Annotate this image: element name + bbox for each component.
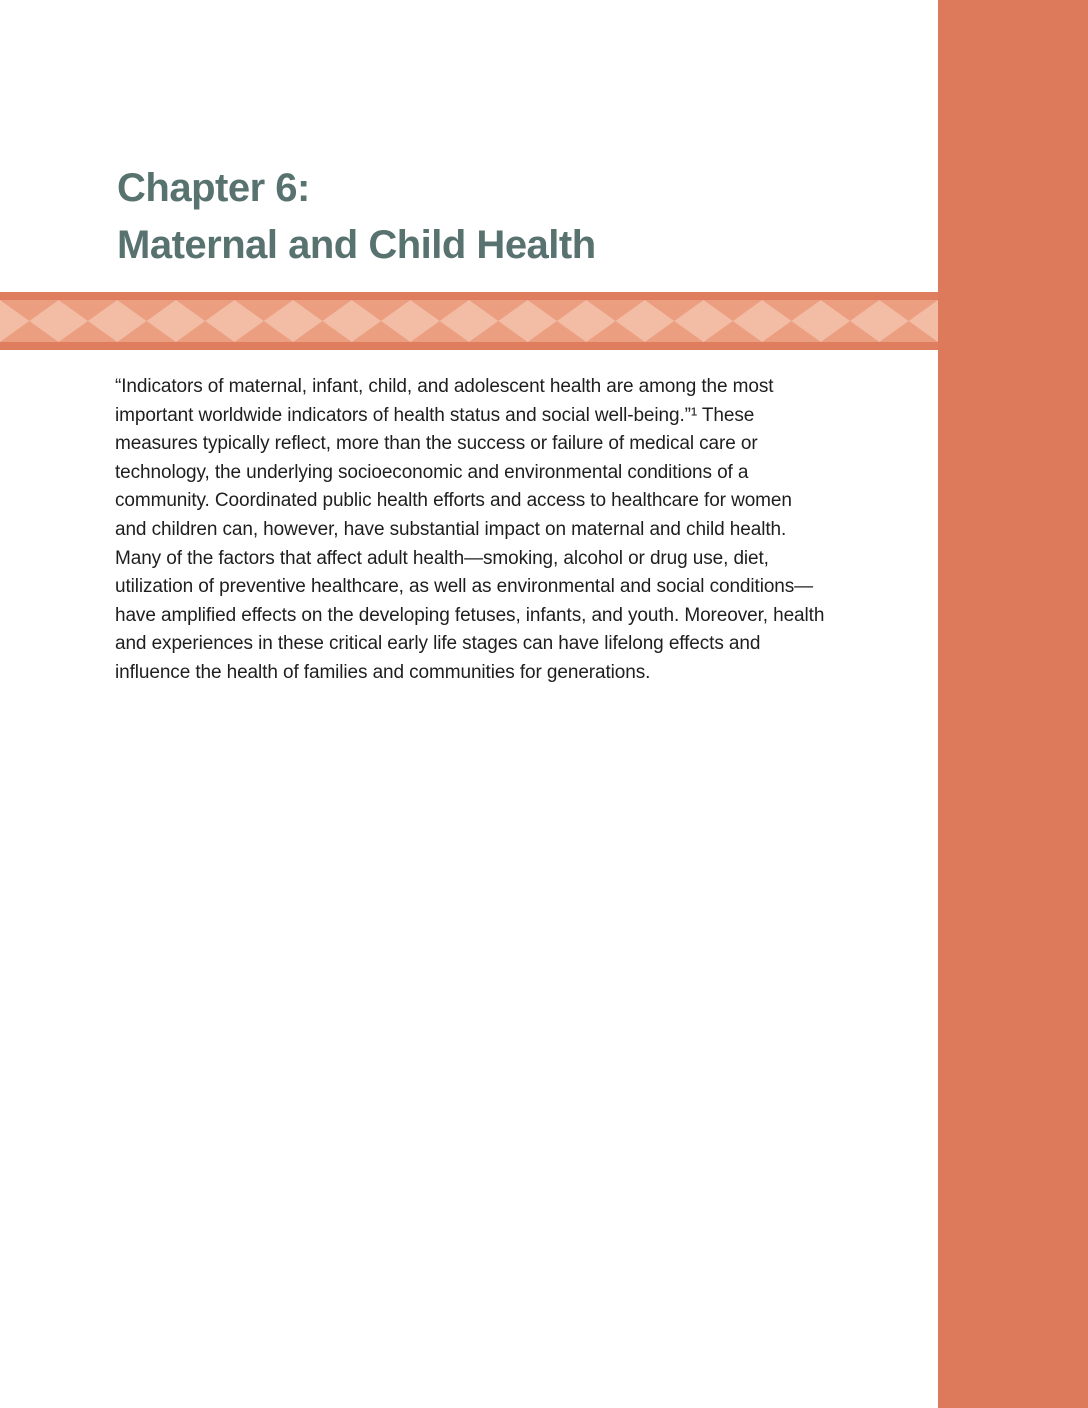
- body-line: technology, the underlying socioeconomic and environmental conditions of a: [115, 461, 749, 483]
- band-top-rule: [0, 292, 938, 300]
- bowtie-pattern: [0, 300, 938, 342]
- body-paragraph: [115, 373, 824, 688]
- body-line: and experiences in these critical early life stages can have lifelong effects and: [115, 633, 761, 655]
- band-bottom-rule: [0, 342, 938, 350]
- body-line: community. Coordinated public health efforts and access to healthcare for women: [115, 490, 792, 512]
- decorative-band: [0, 292, 938, 350]
- body-line: important worldwide indicators of health status and social well-being.”¹ These: [115, 404, 755, 426]
- chapter-title-line1: Chapter 6:: [117, 166, 310, 210]
- chapter-title-line2: Maternal and Child Health: [117, 223, 596, 267]
- body-line: and children can, however, have substantial impact on maternal and child health.: [115, 518, 787, 540]
- body-line: have amplified effects on the developing fetuses, infants, and youth. Moreover, health: [115, 604, 825, 626]
- body-line: measures typically reflect, more than the success or failure of medical care or: [115, 433, 758, 455]
- body-line: Many of the factors that affect adult health—smoking, alcohol or drug use, diet,: [115, 547, 769, 569]
- chapter-title: [117, 160, 596, 274]
- body-line: influence the health of families and communities for generations.: [115, 661, 651, 683]
- body-line: “Indicators of maternal, infant, child, and adolescent health are among the most: [115, 376, 774, 397]
- sidebar-accent-bar: [938, 0, 1088, 1408]
- body-line: utilization of preventive healthcare, as well as environmental and social conditions—: [115, 576, 814, 598]
